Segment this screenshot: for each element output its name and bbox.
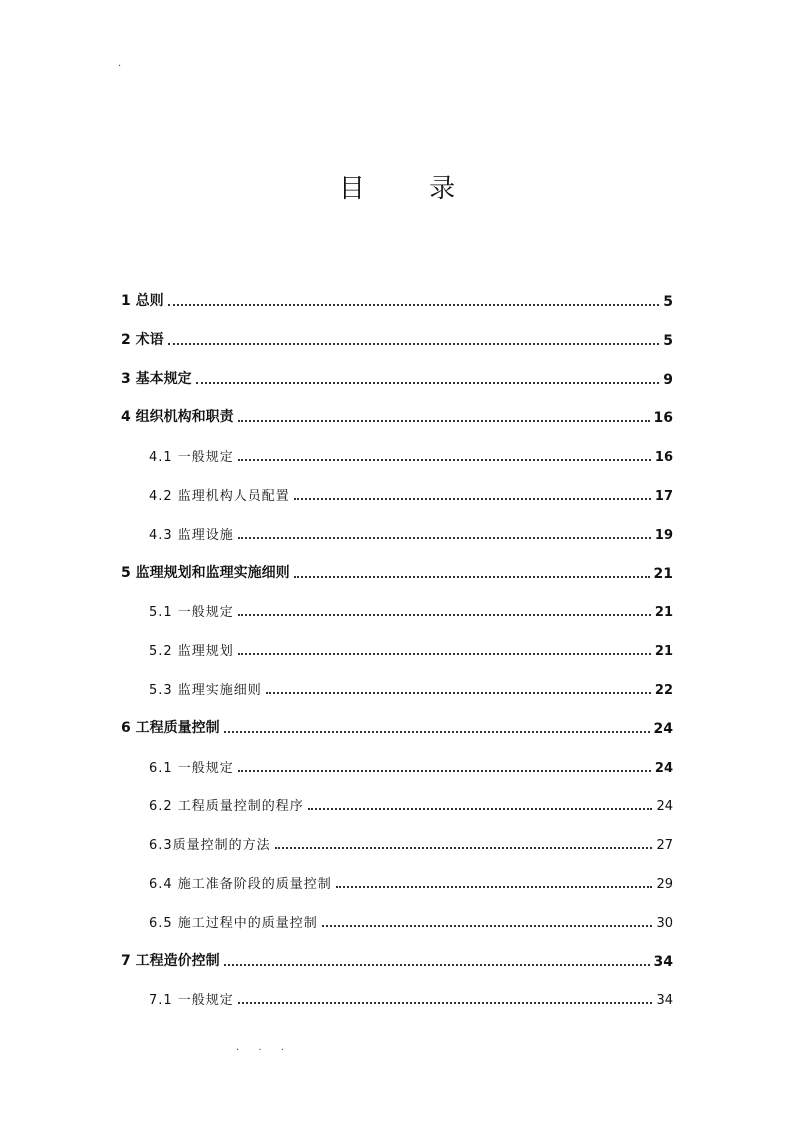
toc-dot-leader [238,770,651,772]
toc-entry-label: 7.1 一般规定 [149,993,234,1009]
toc-entry-page-number: 30 [656,915,673,931]
toc-entry-page-number: 24 [656,799,673,815]
toc-entry[interactable] [121,366,673,388]
toc-entry-page-number: 21 [654,644,673,660]
toc-entry[interactable] [149,482,673,504]
toc-entry-page-number: 24 [653,720,673,737]
toc-entry[interactable] [121,948,673,970]
toc-entry[interactable] [149,870,673,892]
toc-entry[interactable] [121,715,673,737]
toc-entry-page-number: 21 [654,605,673,621]
toc-entry[interactable] [121,404,673,426]
toc-entry[interactable] [149,598,673,620]
toc-entry-label: 2 术语 [121,331,164,348]
toc-entry-label: 6.4 施工准备阶段的质量控制 [149,877,332,892]
toc-entry-page-number: 21 [653,565,673,582]
toc-dot-leader [336,886,653,888]
toc-entry[interactable] [149,792,673,814]
toc-dot-leader [238,420,650,422]
toc-entry[interactable] [149,754,673,776]
toc-entry[interactable] [149,909,673,931]
toc-dot-leader [275,847,653,849]
toc-entry[interactable] [149,986,673,1008]
toc-dot-leader [294,576,650,578]
toc-dot-leader [224,964,650,966]
toc-entry-label: 1 总则 [121,293,164,309]
toc-entry-label: 5 监理规划和监理实施细则 [121,564,290,581]
toc-dot-leader [238,653,651,655]
toc-dot-leader [266,692,651,694]
toc-entry-label: 4 组织机构和职责 [121,409,234,426]
toc-entry-page-number: 5 [663,332,673,349]
toc-entry-page-number: 29 [656,877,673,892]
toc-entry-label: 6 工程质量控制 [121,719,220,736]
toc-entry-page-number: 16 [653,410,673,427]
toc-entry-label: 4.1 一般规定 [149,450,234,466]
toc-entry-label: 5.2 监理规划 [149,644,234,660]
toc-dot-leader [168,304,660,306]
toc-entry-label: 6.1 一般规定 [149,760,234,776]
toc-entry-page-number: 9 [663,371,673,388]
toc-entry-label: 6.2 工程质量控制的程序 [149,799,304,815]
toc-dot-leader [308,808,653,810]
toc-entry[interactable] [121,288,673,310]
toc-dot-leader [196,382,660,384]
toc-entry-label: 4.3 监理设施 [149,527,234,543]
toc-dot-leader [238,1002,653,1004]
toc-entry-page-number: 19 [654,527,673,543]
toc-entry-page-number: 34 [656,993,673,1009]
toc-entry-page-number: 24 [654,760,673,776]
page-title: 目 录 [338,174,484,204]
toc-entry-label: 5.3 监理实施细则 [149,683,262,698]
toc-entry-label: 3 基本规定 [121,370,192,387]
toc-dot-leader [238,537,651,539]
toc-entry-page-number: 5 [663,294,673,310]
toc-dot-leader [168,343,660,345]
toc-entry[interactable] [121,560,673,582]
toc-entry-page-number: 27 [656,838,673,854]
toc-entry[interactable] [149,831,673,853]
toc-entry-label: 5.1 一般规定 [149,605,234,621]
toc-entry-label: 7 工程造价控制 [121,952,220,969]
toc-dot-leader [294,498,651,500]
toc-dot-leader [322,925,653,927]
toc-entry[interactable] [149,521,673,543]
toc-entry-label: 6.5 施工过程中的质量控制 [149,915,318,931]
footer-mark: . . . [236,1042,292,1053]
toc-dot-leader [224,731,650,733]
toc-entry-label: 6.3质量控制的方法 [149,838,271,854]
toc-entry[interactable] [149,676,673,698]
toc-entry-page-number: 17 [654,489,673,504]
toc-entry[interactable] [121,327,673,349]
toc-entry-page-number: 16 [654,450,673,466]
toc-entry-label: 4.2 监理机构人员配置 [149,489,290,504]
toc-entry[interactable] [149,443,673,465]
header-mark: . [118,58,122,69]
toc-entry-page-number: 34 [653,953,673,970]
toc-dot-leader [238,614,651,616]
toc-entry[interactable] [149,637,673,659]
toc-entry-page-number: 22 [654,683,673,698]
toc-dot-leader [238,459,651,461]
